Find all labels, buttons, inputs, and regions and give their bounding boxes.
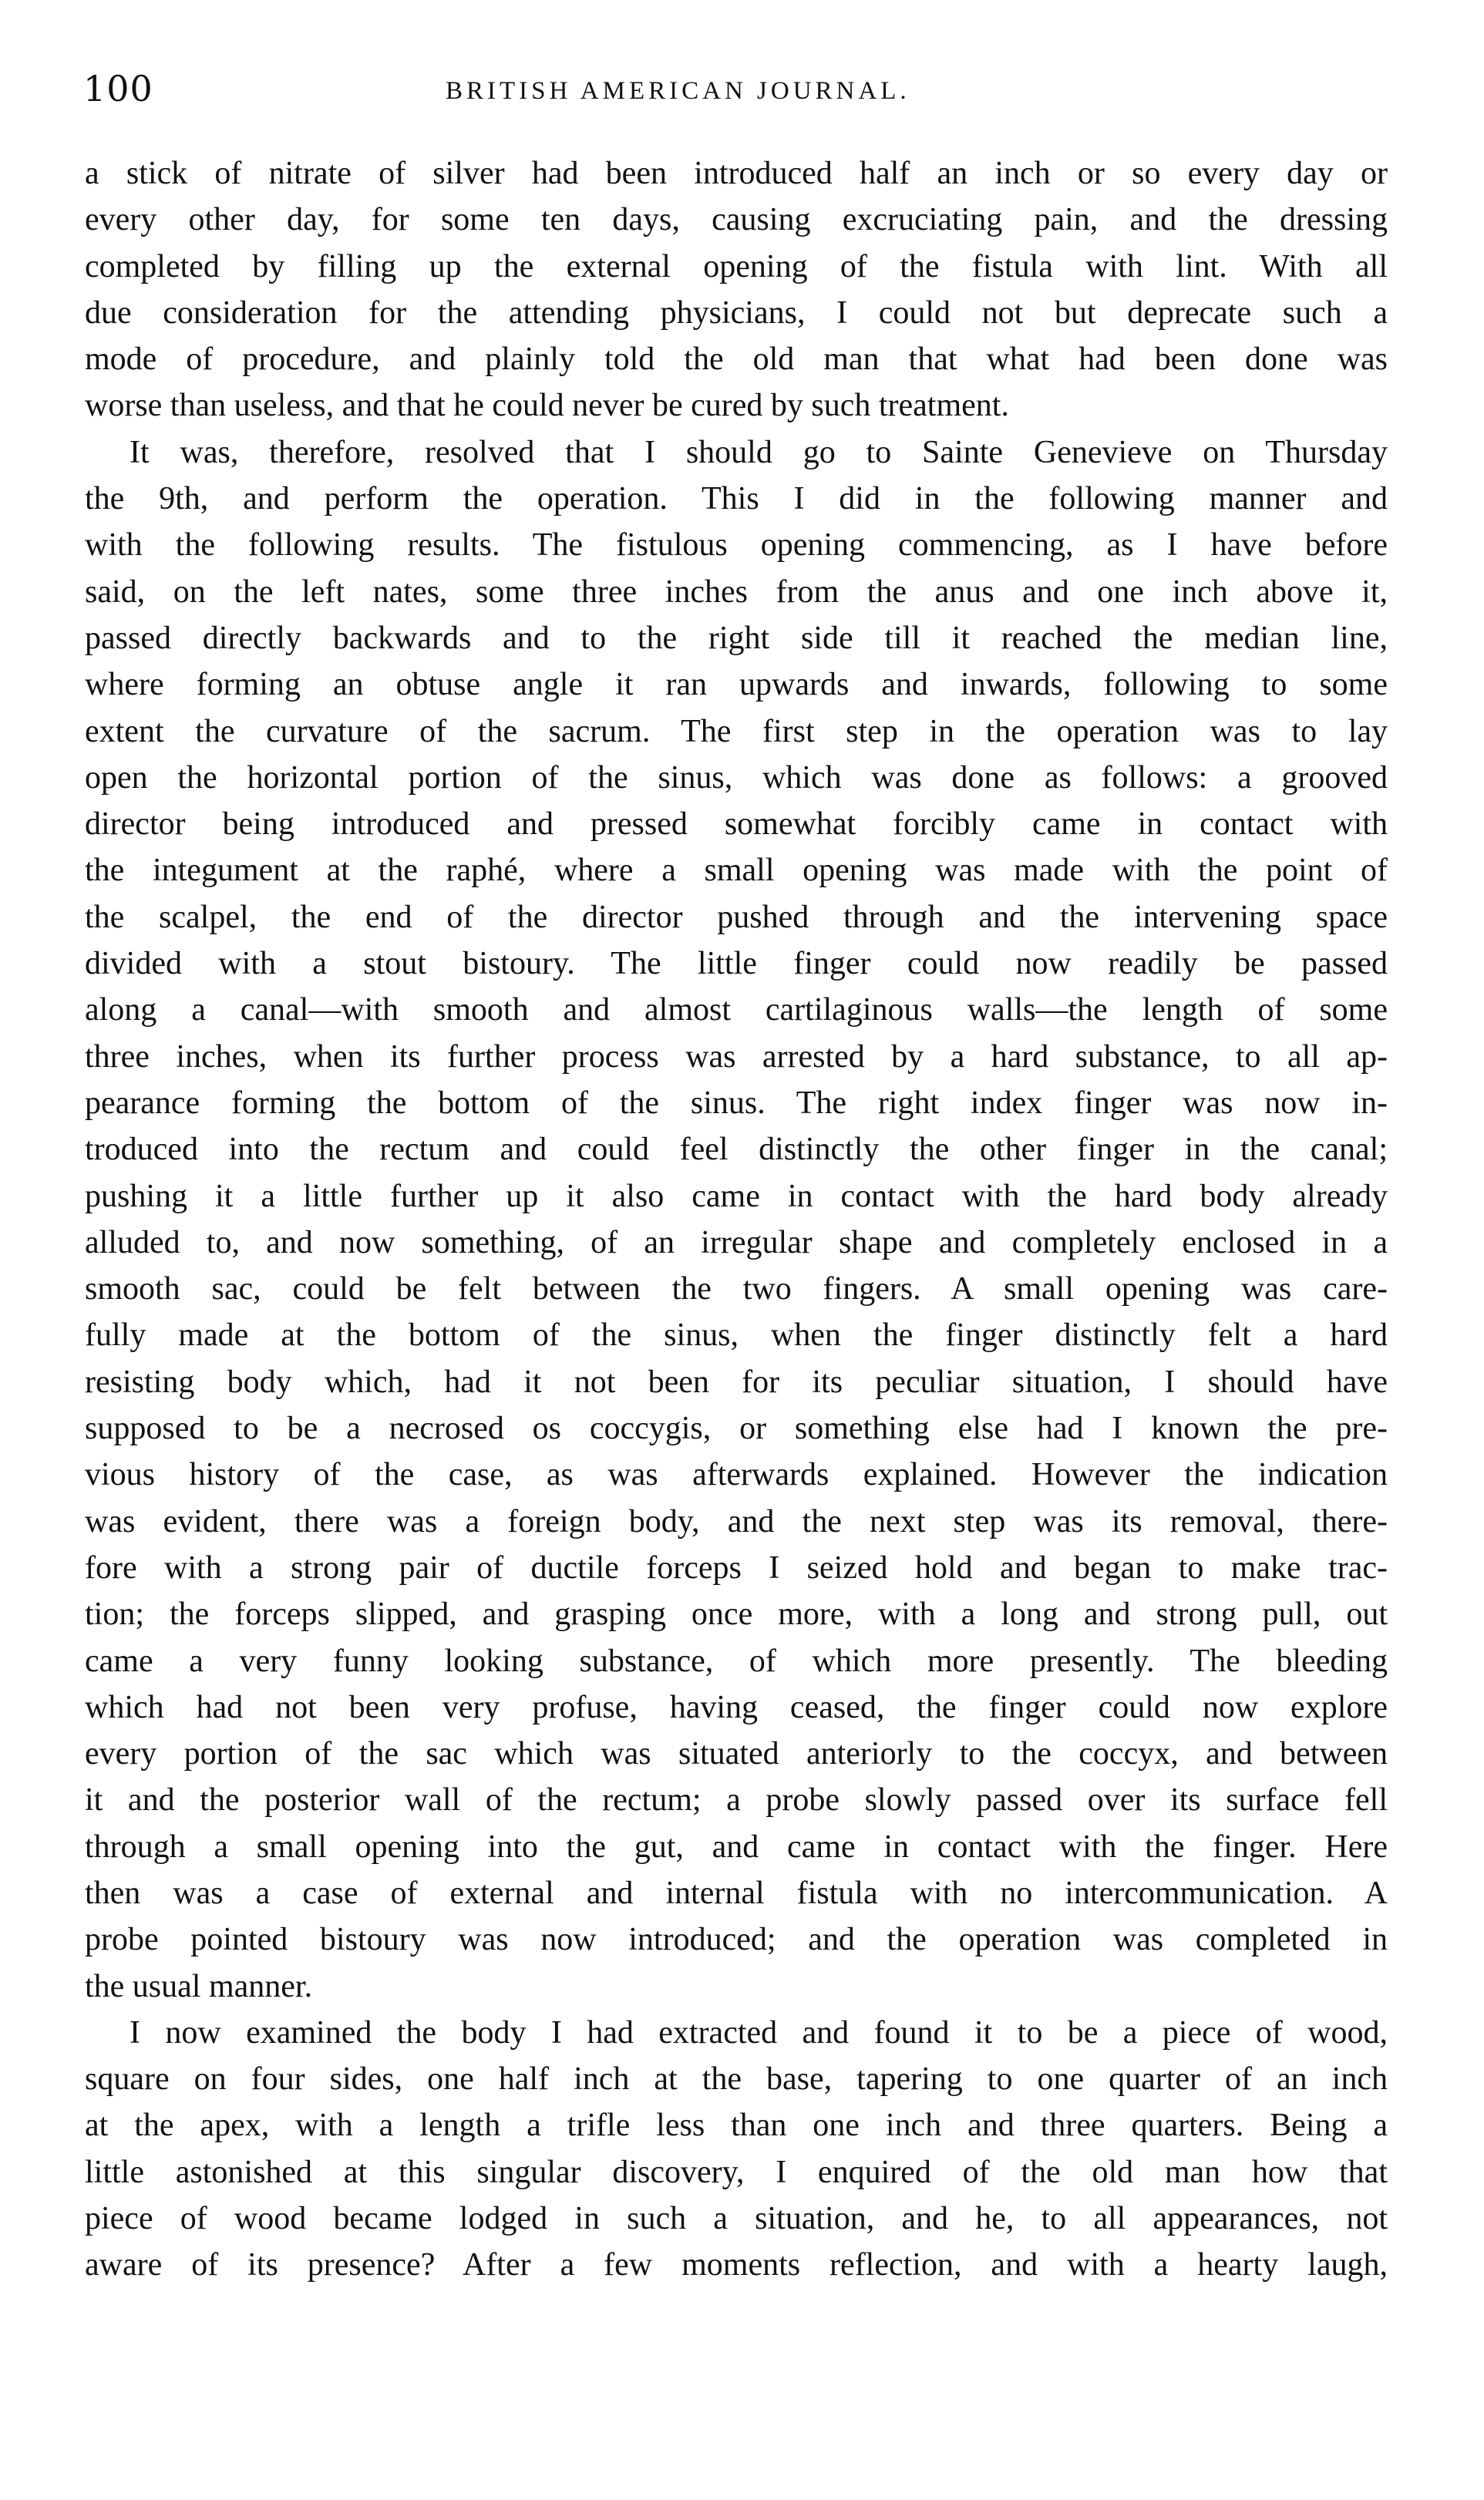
text-line: the 9th, and perform the operation. This I did in the following manner and (85, 481, 1388, 517)
text-line: fore with a strong pair of ductile forceps I seized hold and began to make trac- (85, 1549, 1388, 1586)
text-line: supposed to be a necrosed os coccygis, or something else had I known the pre- (85, 1411, 1388, 1447)
text-line: through a small opening into the gut, and came in contact with the finger. Here (85, 1829, 1388, 1865)
text-line: came a very funny looking substance, of which more presently. The bleeding (85, 1643, 1388, 1679)
text-line: due consideration for the attending physicians, I could not but deprecate such a (85, 294, 1388, 331)
text-line: tion; the forceps slipped, and grasping once more, with a long and strong pull, out (85, 1597, 1388, 1633)
text-line: little astonished at this singular discovery, I enquired of the old man how that (85, 2154, 1388, 2190)
text-line: resisting body which, had it not been for its peculiar situation, I should have (85, 1364, 1388, 1400)
text-line: fully made at the bottom of the sinus, when the finger distinctly felt a hard (85, 1317, 1388, 1354)
paragraph-start-line: I now examined the body I had extracted and found it to be a piece of wood, (130, 2014, 1388, 2051)
text-line: said, on the left nates, some three inches from the anus and one inch above it, (85, 574, 1388, 610)
text-line: smooth sac, could be felt between the two fingers. A small opening was care- (85, 1271, 1388, 1307)
text-line: director being introduced and pressed somewhat forcibly came in contact with (85, 806, 1388, 843)
text-line: at the apex, with a length a trifle less than one inch and three quarters. Being a (85, 2108, 1388, 2144)
paragraph-start-line: It was, therefore, resolved that I should go to Sainte Genevieve on Thursday (130, 434, 1388, 470)
text-line: pushing it a little further up it also came in contact with the hard body already (85, 1178, 1388, 1214)
text-line (85, 244, 1388, 290)
text-line: three inches, when its further process was arrested by a hard substance, to all ap- (85, 1038, 1388, 1075)
text-line: aware of its presence? After a few moments reflection, and with a hearty laugh, (85, 2247, 1388, 2283)
text-line: every other day, for some ten days, causing excruciating pain, and the dressing (85, 202, 1388, 238)
body-text (85, 150, 1388, 2289)
text-line: the scalpel, the end of the director pushed through and the intervening space (85, 899, 1388, 935)
text-line: then was a case of external and internal fistula with no intercommunication. A (85, 1875, 1388, 1911)
text-line: probe pointed bistoury was now introduced; and the operation was completed in (85, 1922, 1388, 1958)
text-line: vious history of the case, as was afterwards explained. However the indication (85, 1457, 1388, 1493)
text-line: was evident, there was a foreign body, and the next step was its removal, there- (85, 1503, 1388, 1539)
text-line: troduced into the rectum and could feel distinctly the other finger in the canal; (85, 1132, 1388, 1168)
text-line: the integument at the raphé, where a small opening was made with the point of (85, 853, 1388, 889)
running-head: BRITISH AMERICAN JOURNAL. (446, 77, 910, 105)
text-line: along a canal—with smooth and almost cartilaginous walls—the length of some (85, 992, 1388, 1028)
text-line: the usual manner. (85, 1968, 313, 2004)
text-line: piece of wood became lodged in such a situation, and he, to all appearances, not (85, 2201, 1388, 2237)
text-line: worse than useless, and that he could never be cured by such treatment. (85, 388, 1009, 424)
text-line: open the horizontal portion of the sinus, which was done as follows: a grooved (85, 759, 1388, 796)
text-line: pearance forming the bottom of the sinus. The right index finger was now in- (85, 1085, 1388, 1121)
page-header (83, 68, 1394, 122)
page-number: 100 (83, 68, 153, 109)
text-line: which had not been very profuse, having ceased, the finger could now explore (85, 1689, 1388, 1725)
text-line: extent the curvature of the sacrum. The first step in the operation was to lay (85, 713, 1388, 749)
text-line: passed directly backwards and to the right side till it reached the median line, (85, 620, 1388, 656)
text-line: mode of procedure, and plainly told the old man that what had been done was (85, 342, 1388, 378)
text-line: alluded to, and now something, of an irregular shape and completely enclosed in a (85, 1224, 1388, 1260)
text-line: where forming an obtuse angle it ran upwards and inwards, following to some (85, 667, 1388, 703)
text-line: it and the posterior wall of the rectum; a probe slowly passed over its surface fell (85, 1782, 1388, 1819)
text-segment: completed by filling up the external opening of the fistula with lint. With all (85, 248, 1388, 284)
text-line: a stick of nitrate of silver had been introduced half an inch or so every day or (85, 156, 1388, 191)
text-line: with the following results. The fistulous opening commencing, as I have before (85, 527, 1388, 564)
text-line: every portion of the sac which was situated anteriorly to the coccyx, and between (85, 1736, 1388, 1772)
text-line: square on four sides, one half inch at the base, tapering to one quarter of an inch (85, 2061, 1388, 2098)
text-line: divided with a stout bistoury. The little finger could now readily be passed (85, 946, 1388, 982)
